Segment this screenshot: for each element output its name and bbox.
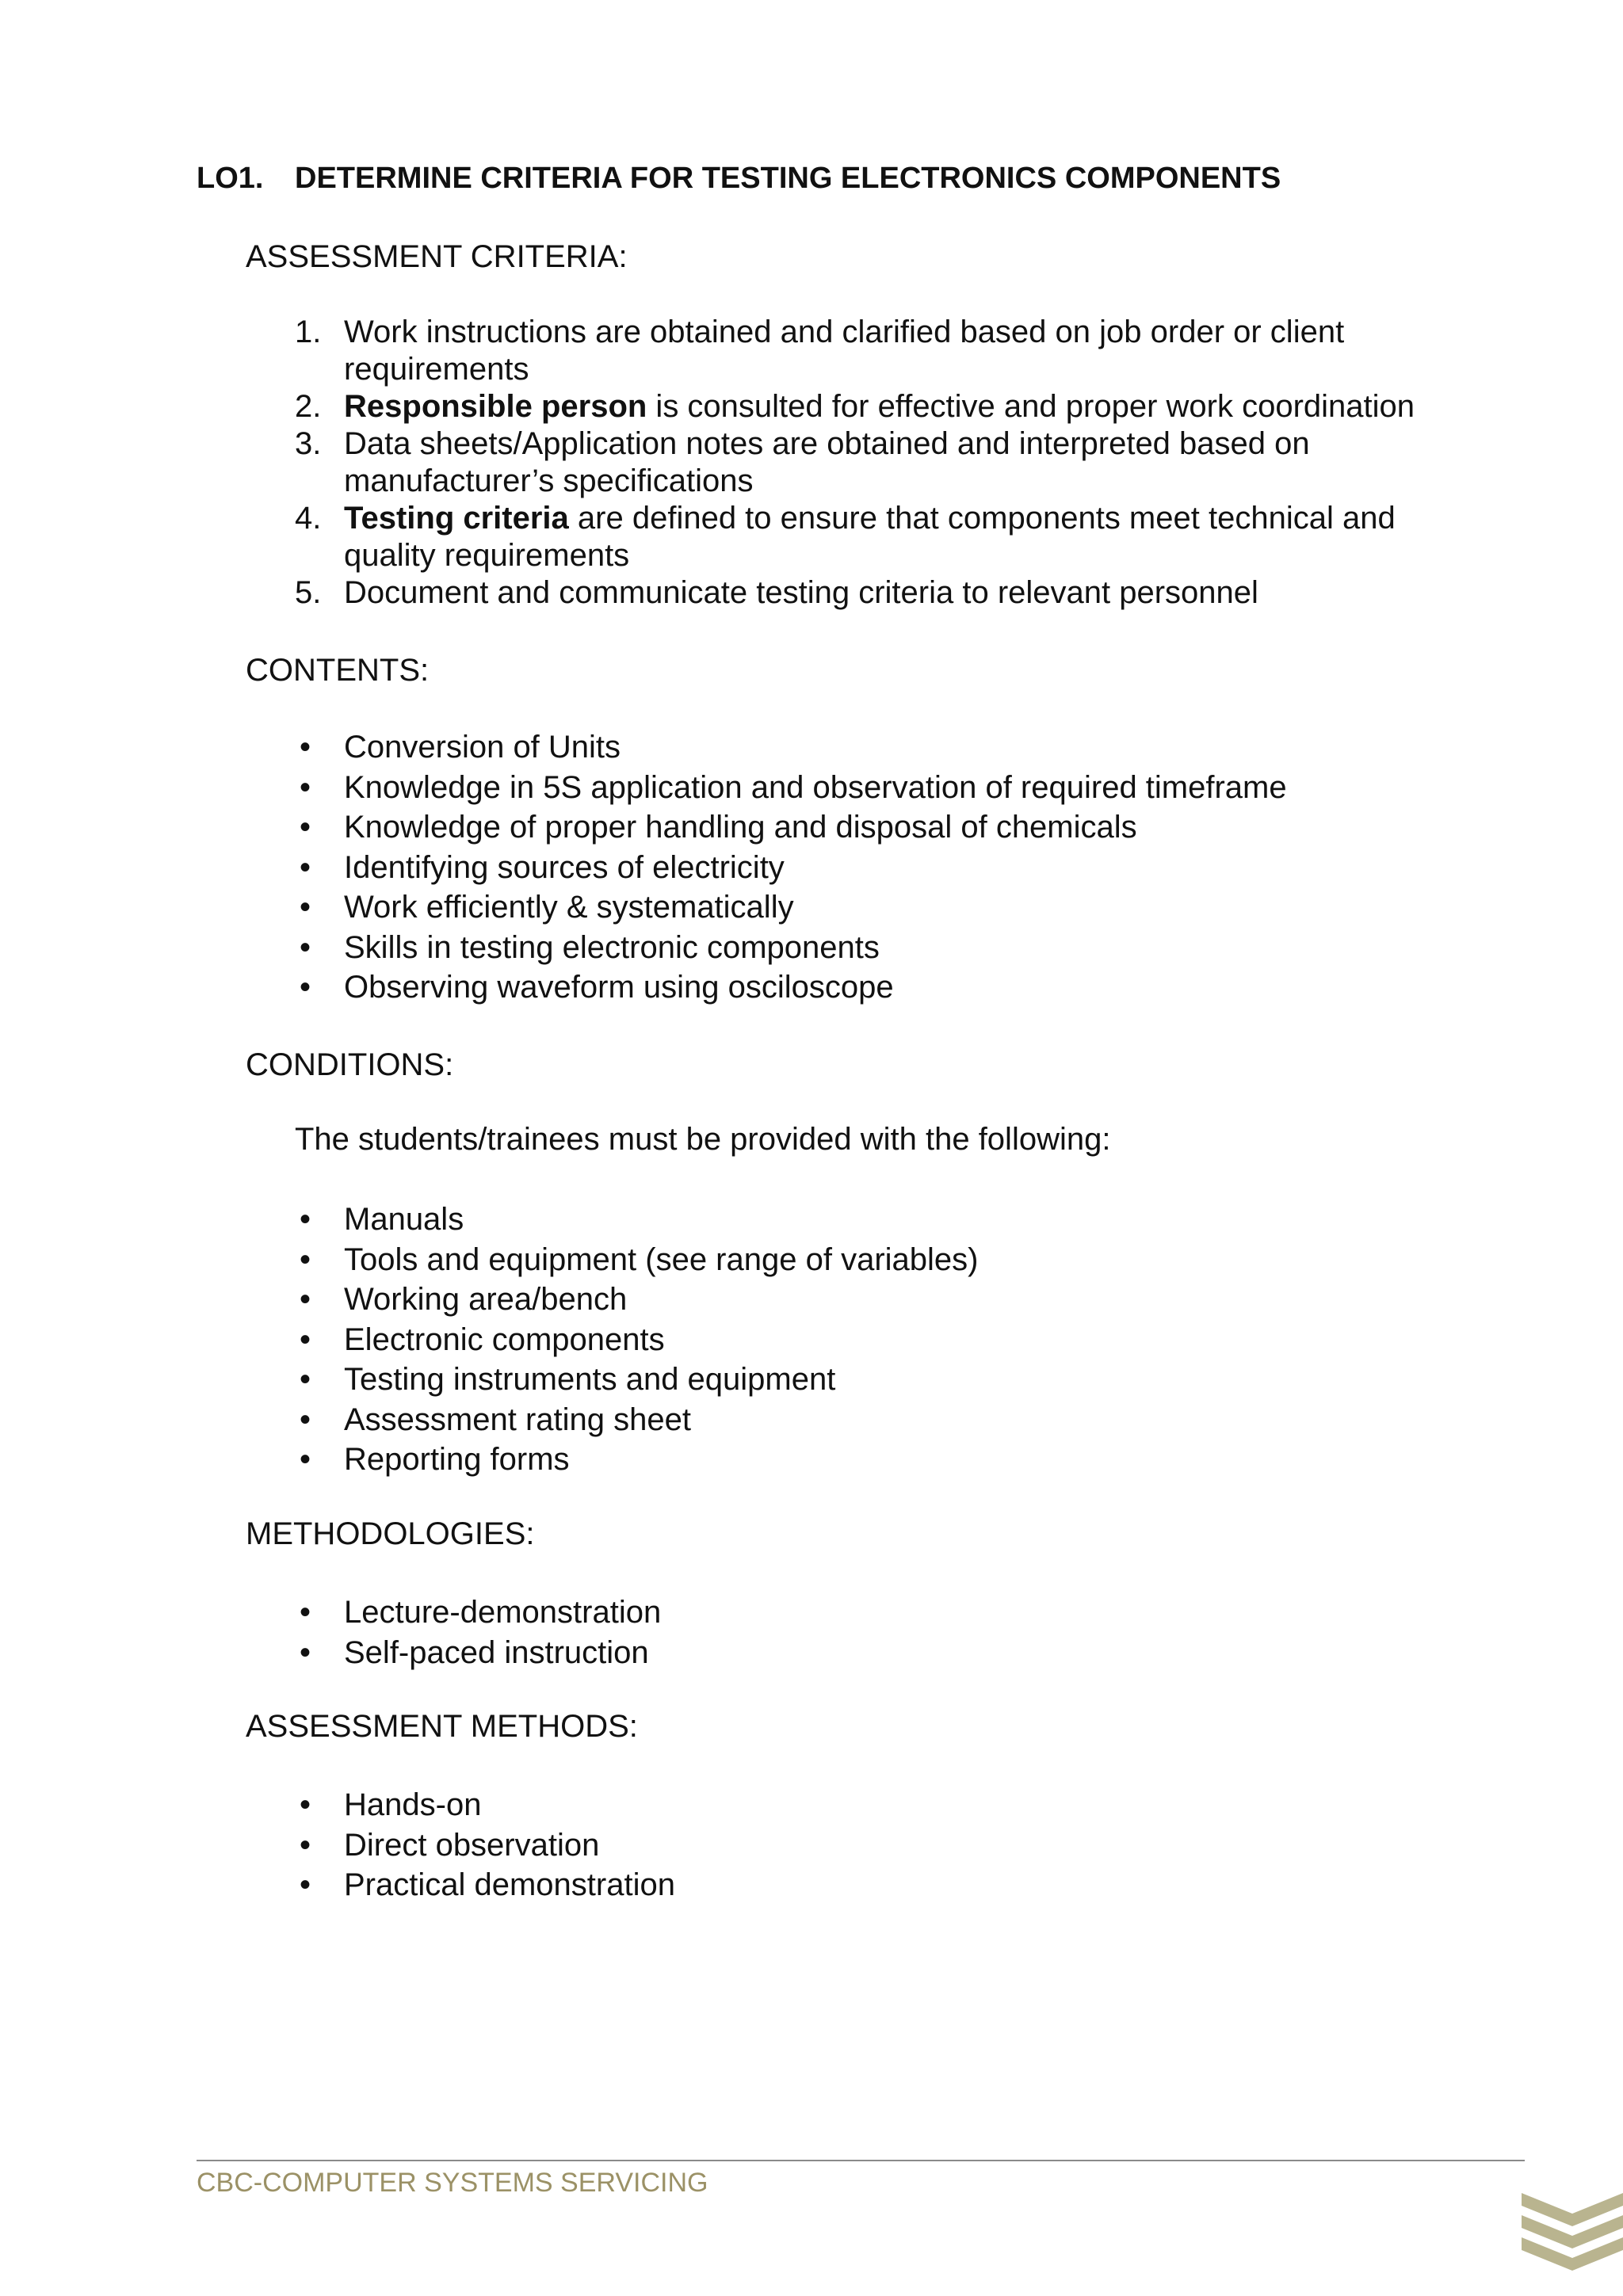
list-item: • Practical demonstration bbox=[300, 1867, 675, 1902]
methodologies-list bbox=[295, 1592, 1531, 1672]
list-item: • Tools and equipment (see range of variables) bbox=[300, 1241, 979, 1277]
list-item: • Reporting forms bbox=[300, 1442, 570, 1477]
list-item: • Knowledge of proper handling and disposal of chemicals bbox=[300, 810, 1137, 845]
assessment-criteria-heading: ASSESSMENT CRITERIA: bbox=[246, 239, 628, 274]
assessment-methods-heading: ASSESSMENT METHODS: bbox=[246, 1709, 638, 1744]
list-item: 5. Document and communicate testing criteria to relevant personnel bbox=[295, 575, 1258, 610]
lo-code: LO1. bbox=[197, 162, 264, 195]
list-item: • Skills in testing electronic components bbox=[300, 929, 880, 965]
list-item: • Lecture-demonstration bbox=[300, 1595, 662, 1630]
list-item: • Self-paced instruction bbox=[300, 1634, 649, 1670]
methodologies-heading: METHODOLOGIES: bbox=[246, 1516, 535, 1551]
conditions-heading: CONDITIONS: bbox=[246, 1047, 454, 1082]
chevron-logo-icon bbox=[1522, 2193, 1623, 2272]
list-item: 2. Responsible person is consulted for effective and proper work coordination bbox=[295, 389, 1415, 424]
list-item: • Testing instruments and equipment bbox=[300, 1362, 836, 1397]
list-item: • Direct observation bbox=[300, 1827, 600, 1863]
contents-heading: CONTENTS: bbox=[246, 653, 430, 688]
assessment-criteria-list bbox=[295, 314, 1531, 612]
list-item: • Identifying sources of electricity bbox=[300, 849, 785, 885]
list-item: 4. Testing criteria are defined to ensure that components meet technical and quality requirements bbox=[295, 501, 1396, 573]
list-item: • Conversion of Units bbox=[300, 730, 621, 765]
list-item: • Electronic components bbox=[300, 1322, 665, 1357]
lo-title: DETERMINE CRITERIA FOR TESTING ELECTRONICS COMPONENTS bbox=[295, 162, 1281, 195]
list-item: • Manuals bbox=[300, 1202, 464, 1237]
assessment-methods-list bbox=[295, 1785, 1531, 1905]
list-item: • Hands-on bbox=[300, 1787, 482, 1822]
list-item: • Observing waveform using osciloscope bbox=[300, 970, 894, 1005]
list-item: • Assessment rating sheet bbox=[300, 1402, 691, 1437]
conditions-list bbox=[295, 1199, 1531, 1480]
list-item: • Work efficiently & systematically bbox=[300, 890, 794, 925]
footer-text: CBC-COMPUTER SYSTEMS SERVICING bbox=[197, 2168, 708, 2198]
footer-divider bbox=[197, 2160, 1525, 2161]
list-item: • Working area/bench bbox=[300, 1282, 628, 1317]
list-item: 3. Data sheets/Application notes are obtained and interpreted based on manufacturer’s specifications bbox=[295, 426, 1310, 498]
contents-list bbox=[295, 727, 1531, 1008]
page-title bbox=[197, 162, 1281, 196]
list-item: 1. Work instructions are obtained and clarified based on job order or client requirements bbox=[295, 315, 1345, 387]
list-item: • Knowledge in 5S application and observation of required timeframe bbox=[300, 769, 1287, 805]
conditions-intro: The students/trainees must be provided with the following: bbox=[295, 1122, 1111, 1157]
